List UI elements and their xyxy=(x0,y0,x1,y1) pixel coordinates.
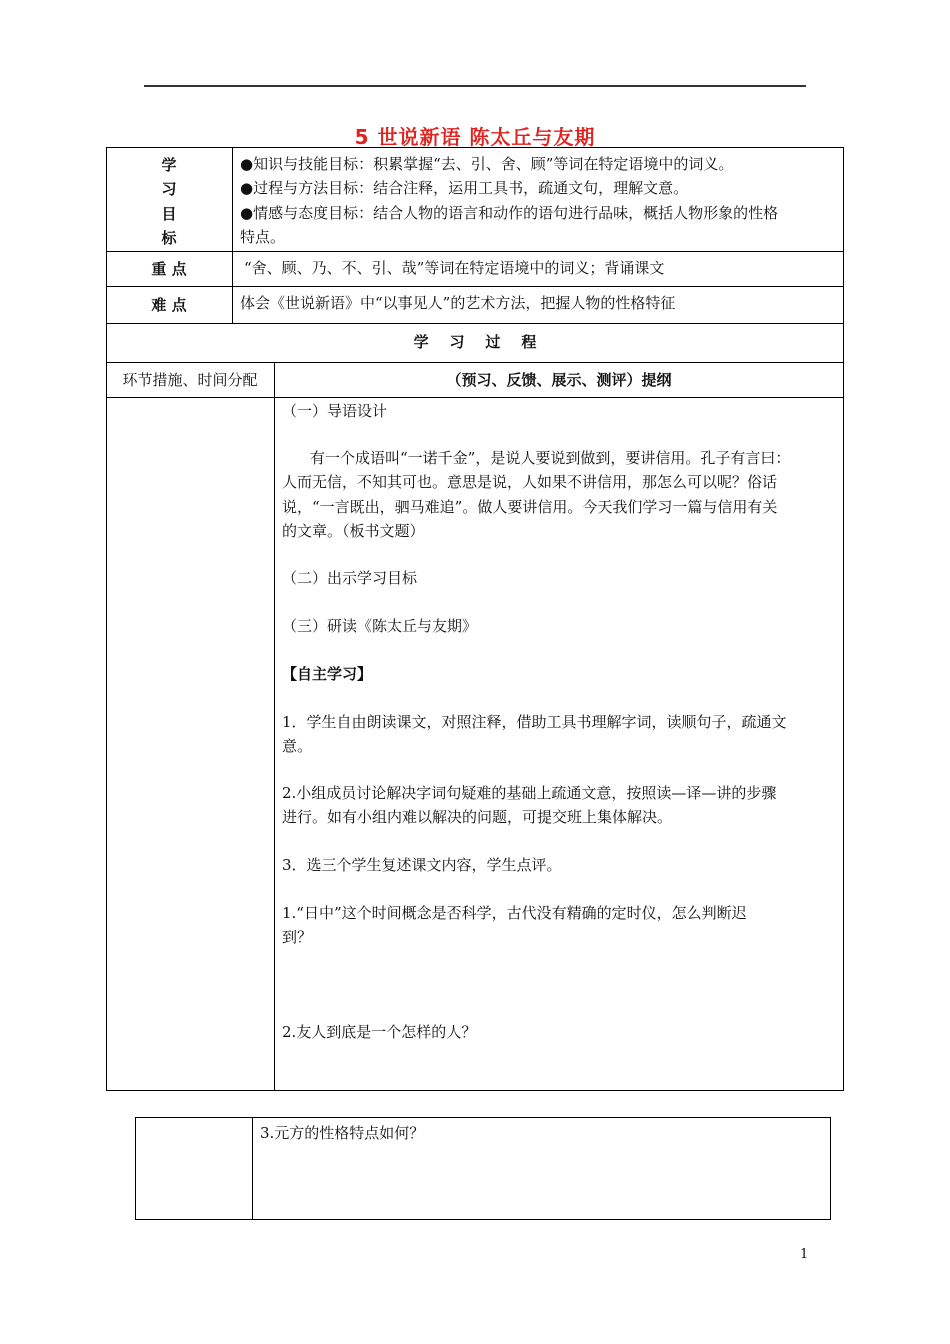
item-1-line-1: 1．学生自由朗读课文，对照注释，借助工具书理解字词，读顺句子，疏通文 xyxy=(282,713,787,731)
question-2: 2.友人到底是一个怎样的人？ xyxy=(282,1023,477,1041)
objectives-label-3: 目 xyxy=(161,205,177,223)
objectives-label-1: 学 xyxy=(161,156,177,174)
key-points-text: “舍、顾、乃、不、引、哉”等词在特定语境中的词义；背诵课文 xyxy=(244,259,665,277)
objective-line-2: ●过程与方法目标：结合注释，运用工具书，疏通文句，理解文意。 xyxy=(240,179,689,197)
objective-line-1: ●知识与技能目标：积累掌握“去、引、舍、顾”等词在特定语境中的词义。 xyxy=(240,155,734,173)
objective-line-4: 特点。 xyxy=(240,228,286,246)
objectives-label-4: 标 xyxy=(161,229,177,247)
section-intro-heading: （一）导语设计 xyxy=(282,402,388,420)
difficult-points-text: 体会《世说新语》中“以事见人”的艺术方法，把握人物的性格特征 xyxy=(240,294,676,312)
section-objectives-heading: （二）出示学习目标 xyxy=(282,569,418,587)
left-column-header: 环节措施、时间分配 xyxy=(122,371,258,389)
continuation-divider xyxy=(252,1117,253,1220)
section-study-heading: （三）研读《陈太丘与友期》 xyxy=(282,617,478,635)
intro-line-1: 有一个成语叫“一诺千金”，是说人要说到做到，要讲信用。孔子有言曰： xyxy=(310,449,791,467)
row-line-5 xyxy=(106,397,844,398)
objectives-divider xyxy=(232,147,233,323)
question-1-line-2: 到？ xyxy=(282,928,313,946)
right-column-header: （预习、反馈、展示、测评）提纲 xyxy=(446,371,672,389)
header-rule xyxy=(144,85,806,87)
item-2-line-2: 进行。如有小组内难以解决的问题，可提交班上集体解决。 xyxy=(282,808,673,826)
process-divider xyxy=(274,362,275,1091)
item-2-line-1: 2.小组成员讨论解决字词句疑难的基础上疏通文意，按照读—译—讲的步骤 xyxy=(282,784,777,802)
key-points-label: 重 点 xyxy=(151,260,187,278)
objective-line-3: ●情感与态度目标：结合人物的语言和动作的语句进行品味，概括人物形象的性格 xyxy=(240,204,779,222)
row-line-4 xyxy=(106,362,844,363)
self-study-heading: 【自主学习】 xyxy=(282,665,373,683)
question-3: 3.元方的性格特点如何？ xyxy=(260,1124,425,1142)
process-header: 学 习 过 程 xyxy=(413,333,537,351)
intro-line-3: 说，“一言既出，驷马难追”。做人要讲信用。今天我们学习一篇与信用有关 xyxy=(282,498,778,516)
intro-line-4: 的文章。（板书文题） xyxy=(282,522,425,540)
continuation-table xyxy=(135,1117,831,1220)
objectives-label-2: 习 xyxy=(161,180,177,198)
page-number: 1 xyxy=(800,1247,809,1262)
row-line-2 xyxy=(106,286,844,287)
question-1-line-1: 1.“日中”这个时间概念是否科学，古代没有精确的定时仪，怎么判断迟 xyxy=(282,904,747,922)
item-3: 3．选三个学生复述课文内容，学生点评。 xyxy=(282,856,562,874)
item-1-line-2: 意。 xyxy=(282,737,313,755)
difficult-points-label: 难 点 xyxy=(151,296,187,314)
intro-line-2: 人而无信，不知其可也。意思是说，人如果不讲信用，那怎么可以呢？俗话 xyxy=(282,473,778,491)
page-title: 5 世说新语 陈太丘与友期 xyxy=(354,125,596,149)
row-line-3 xyxy=(106,323,844,324)
row-line-1 xyxy=(106,251,844,252)
